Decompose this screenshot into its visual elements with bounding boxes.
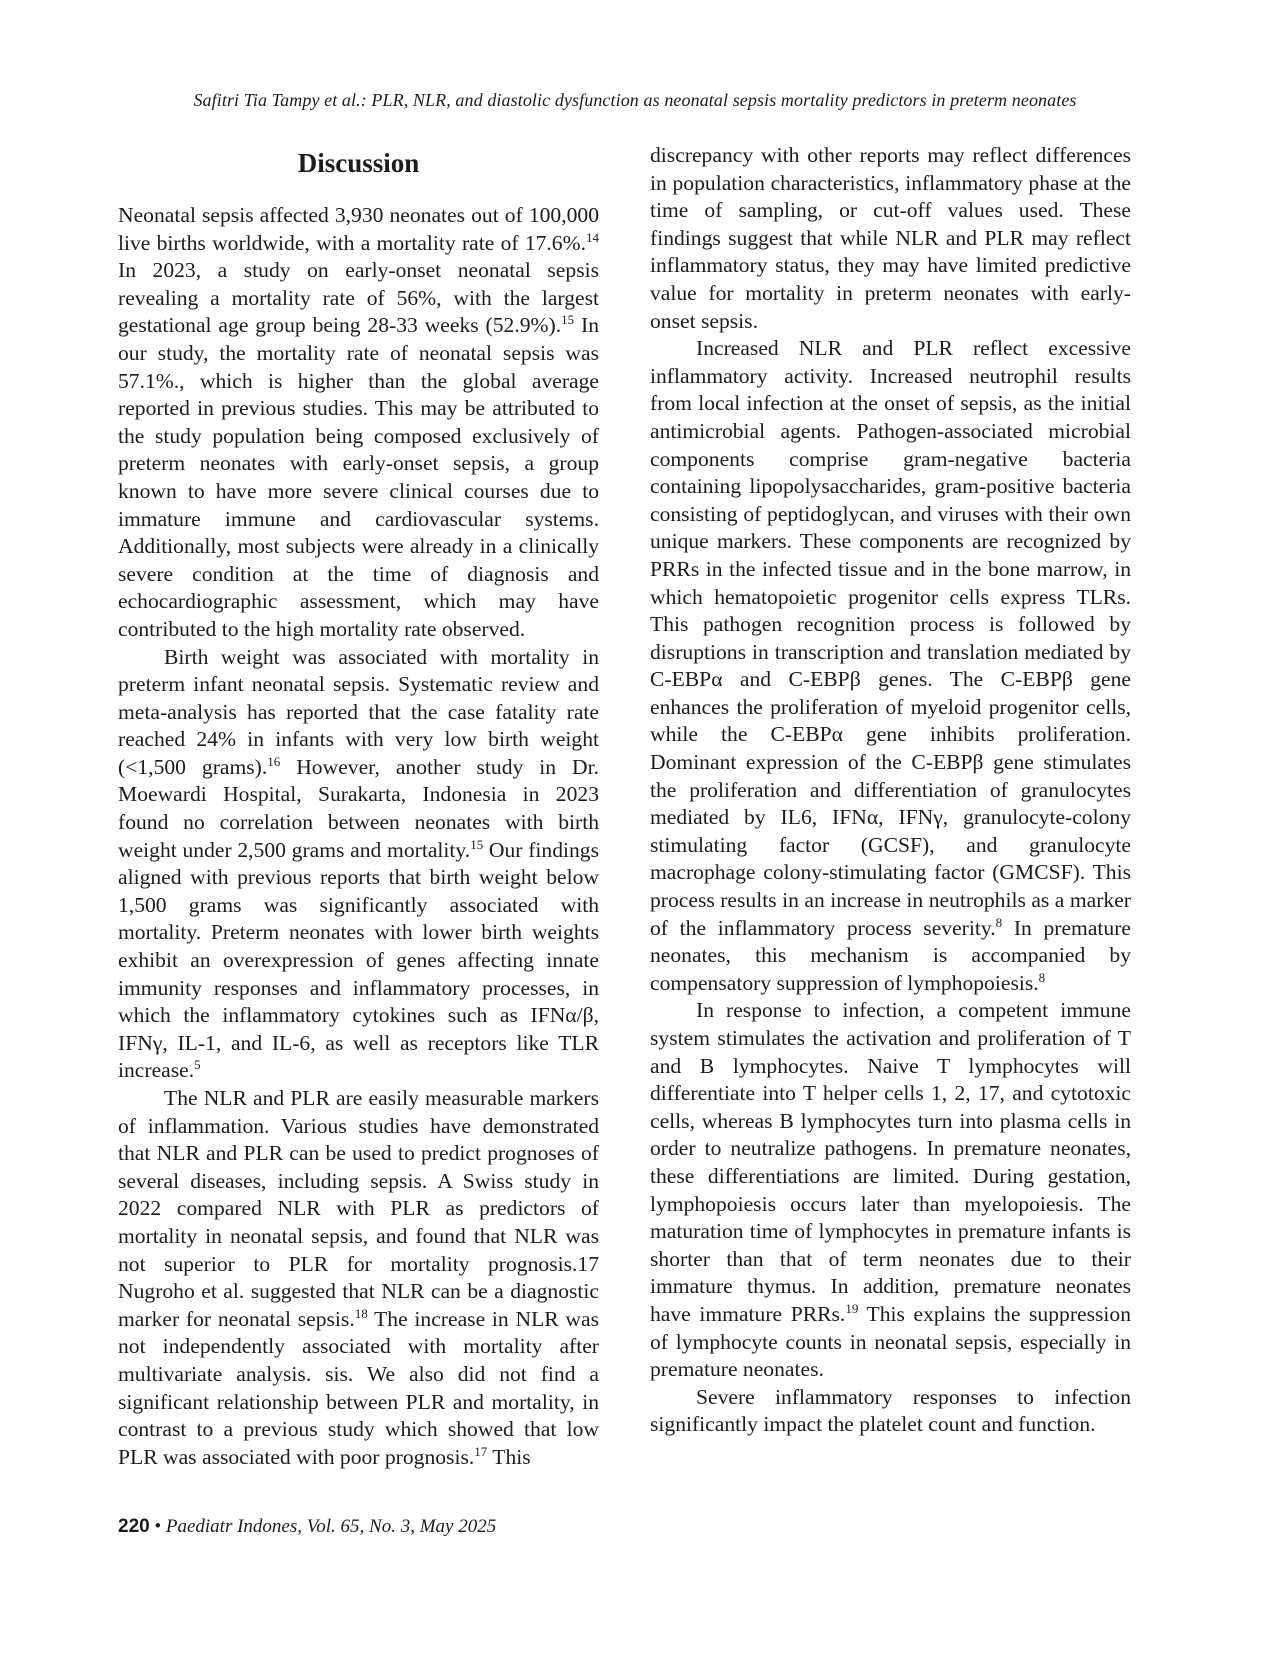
paragraph	[118, 202, 599, 644]
paragraph-text: discrepancy with other reports may reflect differences in population characteristics, inflammatory phase at the time of sampling, or cut-off values used. These findings suggest that while NLR and PLR may reflect inflammatory status, they may have limited predictive value for mortality in preterm neonates with early-onset sepsis.	[650, 143, 1131, 333]
paragraph	[650, 142, 1131, 335]
citation-superscript: 14	[586, 229, 599, 245]
page-footer	[118, 1516, 496, 1538]
left-column	[118, 142, 599, 1471]
paragraph-text: The increase in NLR was not independently associated with mortality after multivariate analysis. sis. We also did not find a significant relationship between PLR and mortality, in contrast to a previous study which showed that low PLR was associated with poor prognosis.	[118, 1306, 599, 1469]
paragraph	[650, 335, 1131, 997]
citation-superscript: 15	[561, 312, 575, 328]
citation-superscript: 16	[267, 753, 281, 769]
citation-superscript: 17	[474, 1443, 488, 1459]
paragraph	[118, 1085, 599, 1471]
citation-superscript: 8	[1038, 969, 1046, 985]
citation-superscript: 8	[995, 914, 1003, 930]
paragraph-text: Increased NLR and PLR reflect excessive inflammatory activity. Increased neutrophil results from local infection at the onset of sepsis, as the initial antimicrobial agents. Pathogen-associated microbial components comprise gram-negative bacteria containing lipopolysaccharides, gram-positive bacteria consisting of peptidoglycan, and viruses with their own unique markers. These components are recognized by PRRs in the infected tissue and in the bone marrow, in which hematopoietic progenitor cells express TLRs. This pathogen recognition process is followed by disruptions in transcription and translation mediated by C-EBPα and C-EBPβ genes. The C-EBPβ gene enhances the proliferation of myeloid progenitor cells, while the C-EBPα gene inhibits proliferation. Dominant expression of the C-EBPβ gene stimulates the proliferation and differentiation of granulocytes mediated by IL6, IFNα, IFNγ, granulocyte-colony stimulating factor (GCSF), and granulocyte macrophage colony-stimulating factor (GMCSF). This process results in an increase in neutrophils as a marker of the inflammatory process severity.	[650, 336, 1131, 940]
paragraph-text: In premature neonates, this mechanism is accompanied by compensatory suppression of lymphopoiesis.	[650, 915, 1132, 995]
paragraph	[650, 997, 1131, 1383]
paragraph-text: However, another study in Dr. Moewardi Hospital, Surakarta, Indonesia in 2023 found no correlation between neonates with birth weight under 2,500 grams and mortality.	[118, 754, 599, 862]
paragraph-text: Our findings aligned with previous reports that birth weight below 1,500 grams was significantly associated with mortality. Preterm neonates with lower birth weights exhibit an overexpression of genes affecting innate immunity responses and inflammatory processes, in which the inflammatory cytokines such as IFNα/β, IFNγ, IL-1, and IL-6, as well as receptors like TLR increase.	[118, 837, 599, 1083]
page-number: 220	[118, 1516, 150, 1537]
paragraph-text: In response to infection, a competent immune system stimulates the activation and proliferation of T and B lymphocytes. Naive T lymphocytes will differentiate into T helper cells 1, 2, 17, and cytotoxic cells, whereas B lymphocytes turn into plasma cells in order to neutralize pathogens. In premature neonates, these differentiations are limited. During gestation, lymphopoiesis occurs later than myelopoiesis. The maturation time of lymphocytes in premature infants is shorter than that of term neonates due to their immature thymus. In addition, premature neonates have immature PRRs.	[650, 998, 1131, 1326]
journal-citation: Paediatr Indones, Vol. 65, No. 3, May 2025	[165, 1516, 497, 1537]
paragraph	[650, 1384, 1131, 1439]
citation-superscript: 15	[470, 836, 484, 852]
paragraph-text: Severe inflammatory responses to infection significantly impact the platelet count and function.	[650, 1384, 1131, 1437]
paragraph-text: Birth weight was associated with mortality in preterm infant neonatal sepsis. Systematic review and meta-analysis has reported that the case fatality rate reached 24% in infants with very low birth weight (<1,500 grams).	[118, 644, 599, 779]
section-title: Discussion	[297, 148, 420, 178]
paragraph-text: This explains the suppression of lymphocyte counts in neonatal sepsis, especially in premature neonates.	[650, 1301, 1131, 1382]
paragraph-text: In 2023, a study on early-onset neonatal sepsis revealing a mortality rate of 56%, with the largest gestational age group being 28-33 weeks (52.9%).	[118, 258, 599, 338]
paragraph-text: The NLR and PLR are easily measurable markers of inflammation. Various studies have demonstrated that NLR and PLR can be used to predict prognoses of several diseases, including sepsis. A Swiss study in 2022 compared NLR with PLR as predictors of mortality in neonatal sepsis, and found that NLR was not superior to PLR for mortality prognosis.17 Nugroho et al. suggested that NLR can be a diagnostic marker for neonatal sepsis.	[118, 1086, 599, 1331]
running-head: Safitri Tia Tampy et al.: PLR, NLR, and diastolic dysfunction as neonatal sepsis mortality predictors in preterm neonates	[193, 90, 1077, 110]
citation-superscript: 19	[845, 1300, 859, 1316]
paragraph-text: This	[487, 1444, 531, 1469]
footer-separator: •	[154, 1516, 162, 1537]
right-column	[650, 142, 1131, 1439]
paragraph-text: In our study, the mortality rate of neonatal sepsis was 57.1%., which is higher than the global average reported in previous studies. This may be attributed to the study population being composed exclusively of preterm neonates with early-onset sepsis, a group known to have more severe clinical courses due to immature immune and cardiovascular systems. Additionally, most subjects were already in a clinically severe condition at the time of diagnosis and echocardiographic assessment, which may have contributed to the high mortality rate observed.	[118, 313, 600, 641]
citation-superscript: 5	[194, 1057, 201, 1073]
paragraph-text: Neonatal sepsis affected 3,930 neonates out of 100,000 live births worldwide, with a mortality rate of 17.6%.	[118, 203, 599, 255]
paragraph	[118, 644, 599, 1086]
citation-superscript: 18	[354, 1305, 368, 1321]
